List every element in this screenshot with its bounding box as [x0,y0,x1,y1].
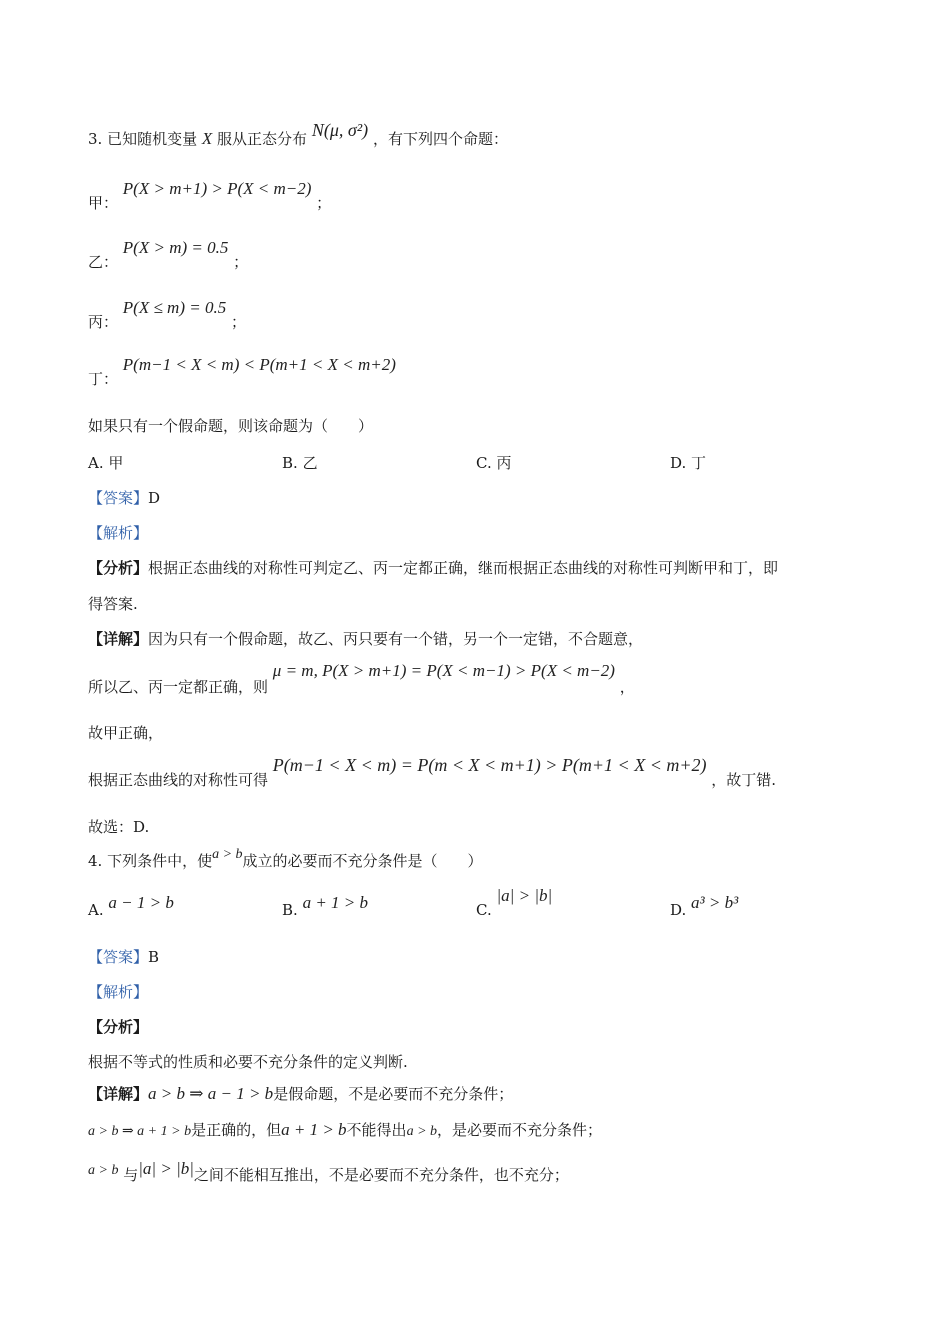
q4-fenxi-text: 根据不等式的性质和必要不充分条件的定义判断. [88,1053,408,1071]
q3-detail-line4: 根据正态曲线的对称性可得 P(m−1 < X < m) = P(m < X < m+1) > P(m+1 < X < m+2) ，故丁错. [88,755,777,789]
q3-detail-line2: 所以乙、丙一定都正确，则 μ = m, P(X > m+1) = P(X < m−1) > P(X < m−2) ， [88,661,635,696]
q4-stem: 4. 下列条件中，使a > b成立的必要而不充分条件是（ ） [88,847,483,870]
q3-prop-end: ； [233,253,249,271]
q3-fenxi-line2: 得答案. [88,595,138,613]
answer-value: B [148,948,160,966]
q3-stem-dist: N(μ, σ²) [311,120,369,140]
q3-stem-post: ，有下列四个命题： [372,130,508,148]
q3-detail-line1: 【详解】因为只有一个假命题，故乙、丙只要有一个错，另一个一定错，不合题意， [88,630,644,648]
q3-conclusion: 故选：D. [88,818,150,836]
q4-detail-line1: 【详解】a > b ⇒ a − 1 > b是假命题，不是必要而不充分条件； [88,1084,514,1103]
detail-math: P(m−1 < X < m) = P(m < X < m+1) > P(m+1 < X < m+2) [272,755,707,775]
q4-detail-line3: a > b 与|a| > |b|之间不能相互推出，不是必要而不充分条件，也不充分； [88,1159,569,1184]
q3-stem-mid: 服从正态分布 [217,130,308,148]
q3-prop-math: P(m−1 < X < m) < P(m+1 < X < m+2) [122,355,396,374]
q3-detail-line3: 故甲正确， [88,724,164,742]
q3-prop-label: 乙： [88,253,119,271]
q3-stem [88,120,508,149]
q4-detail-line2: a > b ⇒ a + 1 > b是正确的，但a + 1 > b不能得出a > b，是必要而不充分条件； [88,1120,603,1139]
q3-prop-math: P(X ≤ m) = 0.5 [122,298,227,317]
q3-prop-label: 丁： [88,370,119,388]
q4-analysis-tag: 【解析】 [88,983,149,1001]
q4-option-a[interactable]: A. a − 1 > b [88,893,174,919]
detail-tag: 【详解】 [88,630,149,648]
fenxi-tag: 【分析】 [88,559,149,577]
q3-prop-end: ； [231,313,247,331]
q3-prop-label: 甲： [88,194,119,212]
q3-prop-jia [88,178,332,212]
q3-prop-bing [88,297,247,331]
q3-option-c[interactable]: C. 丙 [476,454,512,472]
q3-prop-ding [88,354,396,388]
detail-math: μ = m, P(X > m+1) = P(X < m−1) > P(X < m−2) [272,661,615,680]
q4-option-c[interactable]: C. |a| > |b| [476,886,553,919]
q3-prop-math: P(X > m+1) > P(X < m−2) [122,179,312,198]
q3-answer [88,487,160,508]
detail-tag: 【详解】 [88,1085,149,1103]
q3-option-d[interactable]: D. 丁 [670,454,707,472]
q4-option-b[interactable]: B. a + 1 > b [282,893,369,919]
q4-stem-math: a > b [212,847,243,862]
answer-tag: 【答案】 [88,489,149,507]
q3-option-b[interactable]: B. 乙 [282,454,318,472]
q3-stem-var: X [201,129,213,148]
q3-prop-yi [88,237,249,271]
q3-prop-label: 丙： [88,313,119,331]
q3-analysis-tag: 【解析】 [88,524,149,542]
q4-fenxi-tag: 【分析】 [88,1018,149,1036]
answer-tag: 【答案】 [88,948,149,966]
q4-option-d[interactable]: D. a³ > b³ [670,893,739,919]
q4-answer [88,946,159,967]
q3-option-a[interactable]: A. 甲 [88,454,124,472]
q3-prop-end: ； [316,194,332,212]
q3-stem-pre: 3. 已知随机变量 [88,130,198,148]
q3-prop-math: P(X > m) = 0.5 [122,238,229,257]
answer-value: D [148,489,161,507]
q3-question: 如果只有一个假命题，则该命题为（ ） [88,417,374,435]
q3-fenxi-line1: 【分析】根据正态曲线的对称性可判定乙、丙一定都正确，继而根据正态曲线的对称性可判断甲和丁，即 [88,559,779,577]
